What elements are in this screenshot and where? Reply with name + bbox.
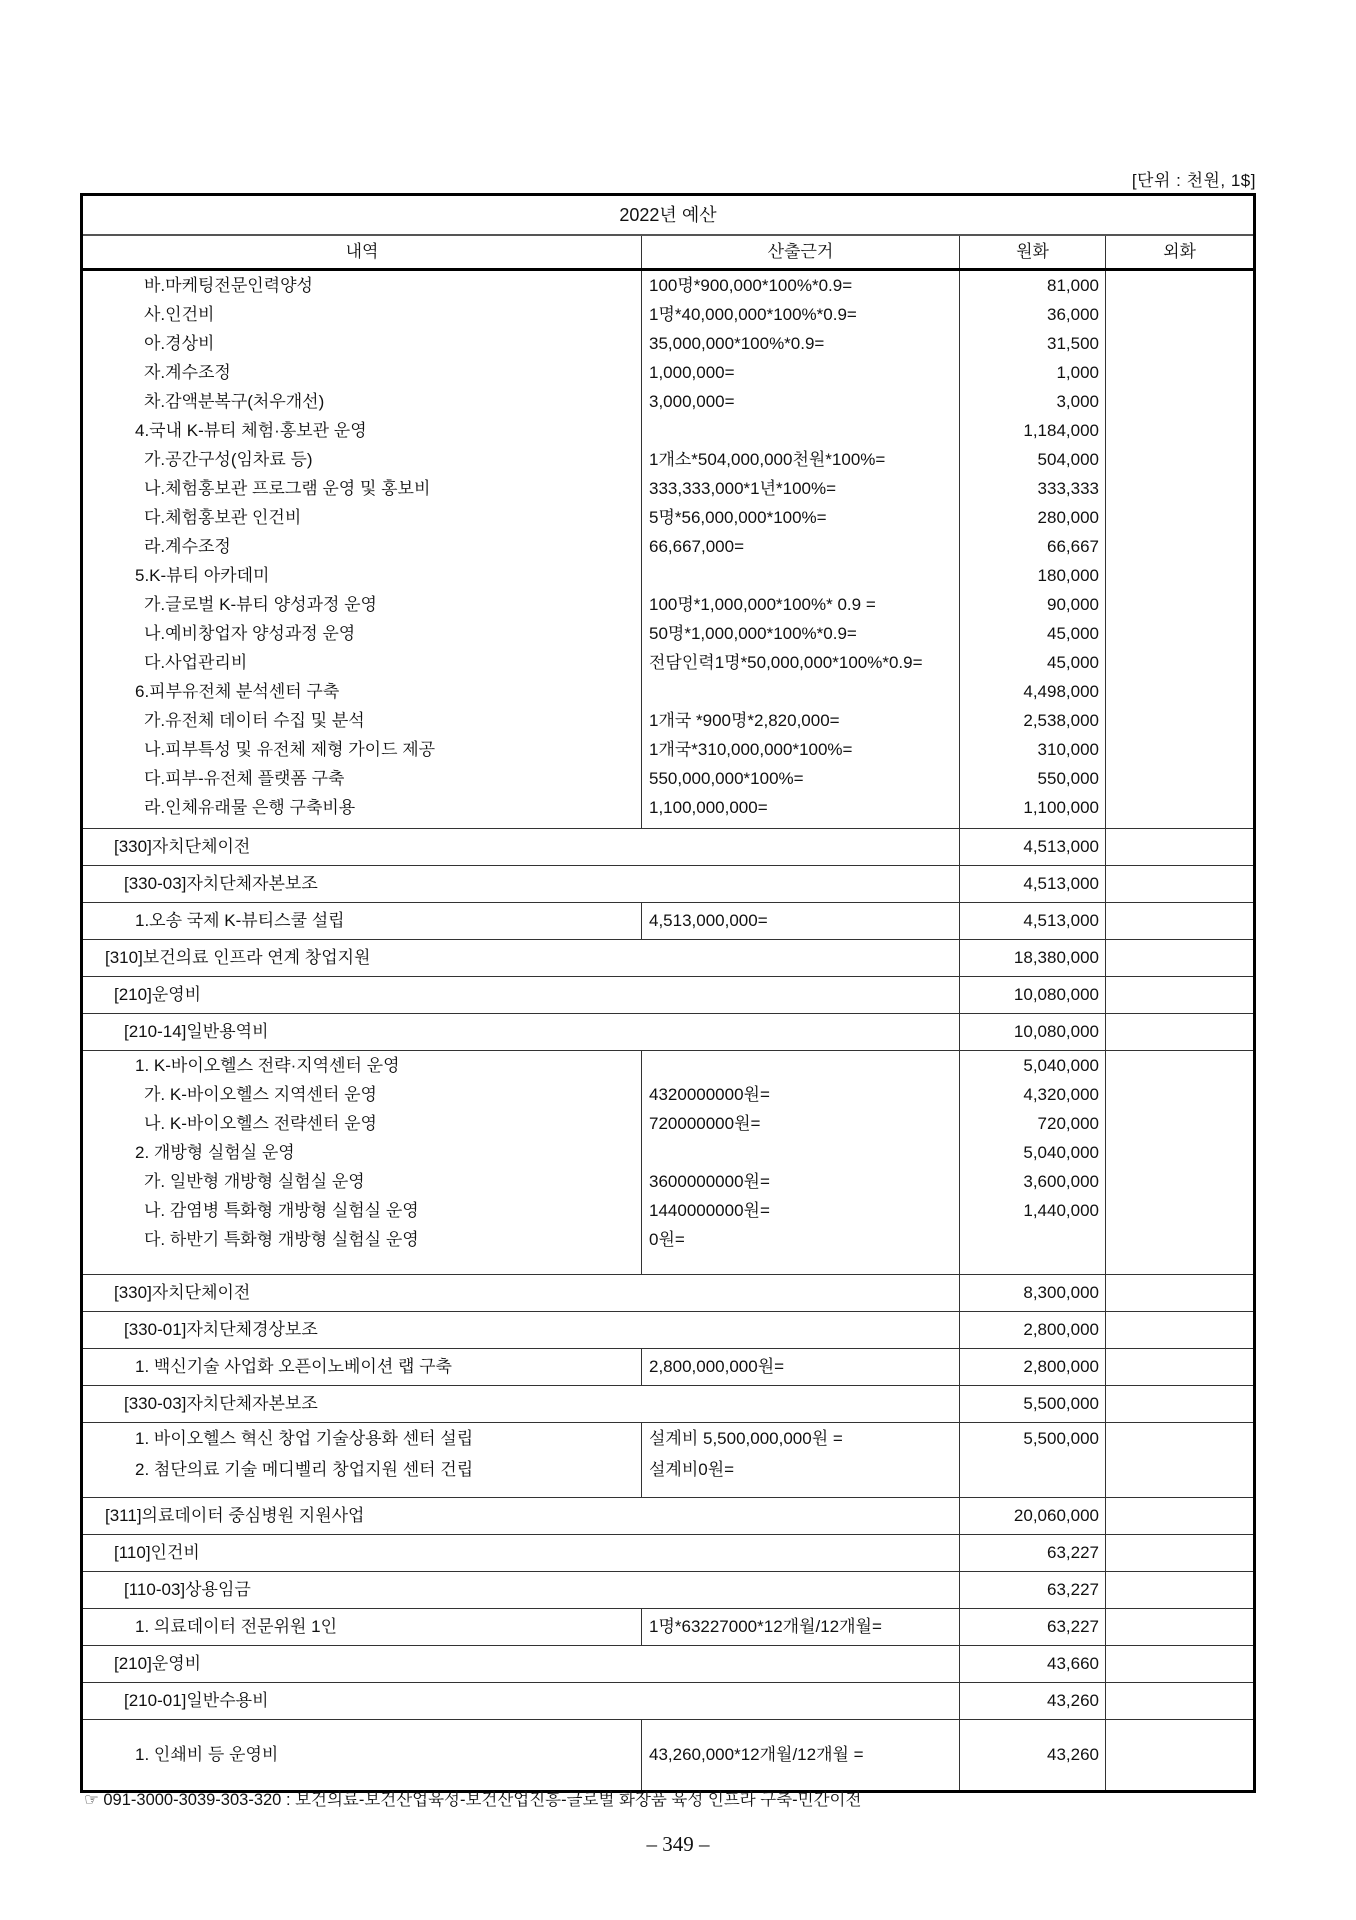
table-header-row	[83, 236, 1253, 271]
detail-row-group	[83, 1608, 1253, 1645]
foreign-amount-cell	[1105, 1454, 1253, 1485]
won-amount-cell: 333,333	[959, 474, 1105, 503]
calc-basis-cell: 1개소*504,000,000천원*100%=	[641, 445, 959, 474]
section-row-group	[83, 1274, 1253, 1311]
item-label-cell: 2. 개방형 실험실 운영	[135, 1143, 295, 1162]
won-amount-cell: 504,000	[959, 445, 1105, 474]
item-label-cell: 사.인건비	[144, 305, 215, 324]
block-filler	[83, 1485, 1253, 1497]
table-title: 2022년 예산	[83, 196, 1253, 236]
won-amount-cell: 180,000	[959, 561, 1105, 590]
foreign-amount-cell	[1105, 590, 1253, 619]
table-row	[83, 1535, 1253, 1571]
detail-row-group	[83, 271, 1253, 828]
won-amount-cell: 90,000	[959, 590, 1105, 619]
foreign-amount-cell	[1105, 1275, 1253, 1311]
unit-label: [단위 : 천원, 1$]	[1131, 171, 1256, 190]
foreign-amount-cell	[1105, 1423, 1253, 1454]
budget-table	[80, 193, 1256, 1793]
detail-row-group	[83, 902, 1253, 939]
table-row	[83, 1014, 1253, 1050]
won-amount-cell: 280,000	[959, 503, 1105, 532]
item-label-cell: 아.경상비	[144, 334, 215, 353]
foreign-amount-cell	[1105, 1080, 1253, 1109]
item-label-cell: 다.체험홍보관 인건비	[144, 508, 302, 527]
filler-cell	[83, 822, 641, 828]
foreign-amount-cell	[1105, 1051, 1253, 1080]
foreign-amount-cell	[1105, 677, 1253, 706]
filler-cell	[83, 1254, 641, 1274]
foreign-amount-cell	[1105, 503, 1253, 532]
calc-basis-cell	[641, 561, 959, 590]
table-row	[83, 590, 1253, 619]
section-row-group	[83, 1385, 1253, 1422]
item-label-cell: [311]의료데이터 중심병원 지원사업	[105, 1506, 365, 1525]
won-amount-cell: 2,800,000	[959, 1312, 1105, 1348]
won-amount-cell: 4,513,000	[959, 829, 1105, 865]
calc-basis-cell: 설계비 5,500,000,000원 =	[641, 1423, 959, 1454]
foreign-amount-cell	[1105, 1572, 1253, 1608]
won-amount-cell: 1,184,000	[959, 416, 1105, 445]
item-label-cell: 나. 감염병 특화형 개방형 실험실 운영	[144, 1201, 419, 1220]
won-amount-cell	[959, 1225, 1105, 1254]
calc-basis-cell: 1440000000원=	[641, 1196, 959, 1225]
item-label-cell: 2. 첨단의료 기술 메디벨리 창업지원 센터 건립	[135, 1460, 474, 1479]
section-row-group	[83, 865, 1253, 902]
foreign-amount-cell	[1105, 1646, 1253, 1682]
section-row-group	[83, 1534, 1253, 1571]
section-row-group	[83, 1571, 1253, 1608]
item-label-cell: 가.공간구성(임차료 등)	[144, 450, 313, 469]
won-amount-cell: 5,500,000	[959, 1386, 1105, 1422]
column-header-detail: 내역	[345, 242, 379, 261]
item-label-cell: 라.계수조정	[144, 537, 231, 556]
won-amount-cell: 2,800,000	[959, 1349, 1105, 1385]
item-label-cell: 가.유전체 데이터 수집 및 분석	[144, 711, 365, 730]
table-row	[83, 474, 1253, 503]
table-row	[83, 1646, 1253, 1682]
item-label-cell: 1.오송 국제 K-뷰티스쿨 설립	[135, 911, 345, 930]
item-label-cell: [210]운영비	[114, 1654, 202, 1673]
table-row	[83, 940, 1253, 976]
item-label-cell: [330-03]자치단체자본보조	[124, 1394, 318, 1413]
section-row-group	[83, 976, 1253, 1013]
calc-basis-cell: 35,000,000*100%*0.9=	[641, 329, 959, 358]
item-label-cell: 가. K-바이오헬스 지역센터 운영	[144, 1085, 377, 1104]
foreign-amount-cell	[1105, 445, 1253, 474]
table-row	[83, 764, 1253, 793]
foreign-amount-cell	[1105, 387, 1253, 416]
table-row	[83, 735, 1253, 764]
calc-basis-cell: 66,667,000=	[641, 532, 959, 561]
table-row	[83, 619, 1253, 648]
won-amount-cell: 5,040,000	[959, 1051, 1105, 1080]
calc-basis-cell: 2,800,000,000원=	[641, 1349, 959, 1385]
won-amount-cell: 1,440,000	[959, 1196, 1105, 1225]
item-label-cell: 자.계수조정	[144, 363, 231, 382]
calc-basis-cell: 4,513,000,000=	[641, 903, 959, 939]
table-row	[83, 329, 1253, 358]
won-amount-cell: 81,000	[959, 271, 1105, 300]
calc-basis-cell: 1개국 *900명*2,820,000=	[641, 706, 959, 735]
won-amount-cell: 66,667	[959, 532, 1105, 561]
won-amount-cell: 310,000	[959, 735, 1105, 764]
foreign-amount-cell	[1105, 1349, 1253, 1385]
table-row	[83, 1109, 1253, 1138]
filler-cell	[641, 822, 959, 828]
won-amount-cell: 18,380,000	[959, 940, 1105, 976]
calc-basis-cell	[641, 1138, 959, 1167]
item-label-cell: 다.사업관리비	[144, 653, 248, 672]
section-row-group	[83, 828, 1253, 865]
item-label-cell: 라.인체유래물 은행 구축비용	[144, 798, 356, 817]
table-row	[83, 1196, 1253, 1225]
table-row	[83, 445, 1253, 474]
calc-basis-cell: 1개국*310,000,000*100%=	[641, 735, 959, 764]
calc-basis-cell	[641, 416, 959, 445]
item-label-cell: [110-03]상용임금	[124, 1580, 251, 1599]
table-row	[83, 416, 1253, 445]
calc-basis-cell: 1,000,000=	[641, 358, 959, 387]
column-header-won: 원화	[959, 236, 1105, 268]
table-row	[83, 1572, 1253, 1608]
foreign-amount-cell	[1105, 866, 1253, 902]
item-label-cell: 가. 일반형 개방형 실험실 운영	[144, 1172, 365, 1191]
column-header-foreign: 외화	[1105, 236, 1253, 268]
foreign-amount-cell	[1105, 1720, 1253, 1790]
table-row	[83, 648, 1253, 677]
table-row	[83, 1454, 1253, 1485]
table-row	[83, 1080, 1253, 1109]
won-amount-cell: 45,000	[959, 648, 1105, 677]
foreign-amount-cell	[1105, 764, 1253, 793]
section-row-group	[83, 1645, 1253, 1682]
won-amount-cell	[959, 1454, 1105, 1485]
foreign-amount-cell	[1105, 561, 1253, 590]
table-row	[83, 300, 1253, 329]
table-row	[83, 387, 1253, 416]
item-label-cell: 1. 바이오헬스 혁신 창업 기술상용화 센터 설립	[135, 1429, 474, 1448]
filler-cell	[959, 1485, 1105, 1497]
calc-basis-cell: 720000000원=	[641, 1109, 959, 1138]
won-amount-cell: 43,660	[959, 1646, 1105, 1682]
filler-cell	[1105, 822, 1253, 828]
foreign-amount-cell	[1105, 648, 1253, 677]
won-amount-cell: 20,060,000	[959, 1498, 1105, 1534]
item-label-cell: [330-03]자치단체자본보조	[124, 874, 318, 893]
won-amount-cell: 1,100,000	[959, 793, 1105, 822]
won-amount-cell: 3,600,000	[959, 1167, 1105, 1196]
item-label-cell: 5.K-뷰티 아카데미	[135, 566, 270, 585]
calc-basis-cell: 3,000,000=	[641, 387, 959, 416]
item-label-cell: 나.피부특성 및 유전체 제형 가이드 제공	[144, 740, 436, 759]
item-label-cell: 나.체험홍보관 프로그램 운영 및 홍보비	[144, 479, 431, 498]
filler-cell	[83, 1485, 641, 1497]
won-amount-cell: 5,500,000	[959, 1423, 1105, 1454]
won-amount-cell: 45,000	[959, 619, 1105, 648]
filler-cell	[959, 1254, 1105, 1274]
column-header-basis: 산출근거	[641, 236, 959, 268]
won-amount-cell: 4,513,000	[959, 903, 1105, 939]
foreign-amount-cell	[1105, 271, 1253, 300]
foreign-amount-cell	[1105, 416, 1253, 445]
calc-basis-cell: 333,333,000*1년*100%=	[641, 474, 959, 503]
foreign-amount-cell	[1105, 1225, 1253, 1254]
table-row	[83, 1683, 1253, 1719]
calc-basis-cell: 전담인력1명*50,000,000*100%*0.9=	[641, 648, 959, 677]
foreign-amount-cell	[1105, 1535, 1253, 1571]
foreign-amount-cell	[1105, 532, 1253, 561]
foreign-amount-cell	[1105, 1609, 1253, 1645]
foreign-amount-cell	[1105, 474, 1253, 503]
item-label-cell: [330]자치단체이전	[114, 1283, 251, 1302]
item-label-cell: 다.피부-유전체 플랫폼 구축	[144, 769, 345, 788]
item-label-cell: 1. 백신기술 사업화 오픈이노베이션 랩 구축	[135, 1357, 452, 1376]
table-row	[83, 358, 1253, 387]
calc-basis-cell: 100명*900,000*100%*0.9=	[641, 271, 959, 300]
block-filler	[83, 822, 1253, 828]
page-number: – 349 –	[646, 1832, 710, 1856]
item-label-cell: 1. 의료데이터 전문위원 1인	[135, 1617, 338, 1636]
table-row	[83, 793, 1253, 822]
filler-cell	[1105, 1254, 1253, 1274]
item-label-cell: 1. 인쇄비 등 운영비	[135, 1745, 279, 1764]
calc-basis-cell: 1명*63227000*12개월/12개월=	[641, 1609, 959, 1645]
table-row	[83, 1720, 1253, 1790]
item-label-cell: [210-14]일반용역비	[124, 1022, 269, 1041]
foreign-amount-cell	[1105, 903, 1253, 939]
foreign-amount-cell	[1105, 300, 1253, 329]
won-amount-cell: 43,260	[959, 1720, 1105, 1790]
table-row	[83, 271, 1253, 300]
won-amount-cell: 63,227	[959, 1609, 1105, 1645]
detail-row-group	[83, 1050, 1253, 1274]
table-row	[83, 561, 1253, 590]
table-row	[83, 1312, 1253, 1348]
section-row-group	[83, 1497, 1253, 1534]
foreign-amount-cell	[1105, 1167, 1253, 1196]
won-amount-cell: 550,000	[959, 764, 1105, 793]
foreign-amount-cell	[1105, 1014, 1253, 1050]
detail-row-group	[83, 1348, 1253, 1385]
detail-row-group	[83, 1422, 1253, 1497]
foreign-amount-cell	[1105, 977, 1253, 1013]
foreign-amount-cell	[1105, 706, 1253, 735]
foreign-amount-cell	[1105, 1498, 1253, 1534]
foreign-amount-cell	[1105, 329, 1253, 358]
item-label-cell: [310]보건의료 인프라 연계 창업지원	[105, 948, 371, 967]
won-amount-cell: 36,000	[959, 300, 1105, 329]
foreign-amount-cell	[1105, 735, 1253, 764]
calc-basis-cell: 1명*40,000,000*100%*0.9=	[641, 300, 959, 329]
table-row	[83, 903, 1253, 939]
won-amount-cell: 31,500	[959, 329, 1105, 358]
calc-basis-cell	[641, 1051, 959, 1080]
foreign-amount-cell	[1105, 1196, 1253, 1225]
foreign-amount-cell	[1105, 1109, 1253, 1138]
item-label-cell: 가.글로벌 K-뷰티 양성과정 운영	[144, 595, 377, 614]
won-amount-cell: 4,320,000	[959, 1080, 1105, 1109]
calc-basis-cell: 1,100,000,000=	[641, 793, 959, 822]
section-row-group	[83, 939, 1253, 976]
foreign-amount-cell	[1105, 619, 1253, 648]
calc-basis-cell: 3600000000원=	[641, 1167, 959, 1196]
table-row	[83, 1423, 1253, 1454]
table-row	[83, 706, 1253, 735]
item-label-cell: 다. 하반기 특화형 개방형 실험실 운영	[144, 1230, 419, 1249]
foreign-amount-cell	[1105, 1138, 1253, 1167]
foreign-amount-cell	[1105, 358, 1253, 387]
won-amount-cell: 5,040,000	[959, 1138, 1105, 1167]
calc-basis-cell: 100명*1,000,000*100%* 0.9 =	[641, 590, 959, 619]
foreign-amount-cell	[1105, 1386, 1253, 1422]
won-amount-cell: 2,538,000	[959, 706, 1105, 735]
won-amount-cell: 63,227	[959, 1535, 1105, 1571]
foreign-amount-cell	[1105, 829, 1253, 865]
won-amount-cell: 10,080,000	[959, 1014, 1105, 1050]
table-row	[83, 1225, 1253, 1254]
item-label-cell: [210-01]일반수용비	[124, 1691, 269, 1710]
won-amount-cell: 4,513,000	[959, 866, 1105, 902]
section-row-group	[83, 1013, 1253, 1050]
item-label-cell: 4.국내 K-뷰티 체험·홍보관 운영	[135, 421, 367, 440]
table-row	[83, 1349, 1253, 1385]
calc-basis-cell: 설계비0원=	[641, 1454, 959, 1485]
block-filler	[83, 1254, 1253, 1274]
calc-basis-cell: 50명*1,000,000*100%*0.9=	[641, 619, 959, 648]
filler-cell	[641, 1485, 959, 1497]
table-row	[83, 1609, 1253, 1645]
item-label-cell: 6.피부유전체 분석센터 구축	[135, 682, 340, 701]
table-row	[83, 866, 1253, 902]
calc-basis-cell: 43,260,000*12개월/12개월 =	[641, 1720, 959, 1790]
table-row	[83, 977, 1253, 1013]
item-label-cell: 나. K-바이오헬스 전략센터 운영	[144, 1114, 377, 1133]
table-row	[83, 829, 1253, 865]
table-row	[83, 1386, 1253, 1422]
won-amount-cell: 63,227	[959, 1572, 1105, 1608]
item-label-cell: 나.예비창업자 양성과정 운영	[144, 624, 356, 643]
section-row-group	[83, 1311, 1253, 1348]
table-row	[83, 1275, 1253, 1311]
table-row	[83, 677, 1253, 706]
calc-basis-cell: 4320000000원=	[641, 1080, 959, 1109]
won-amount-cell: 4,498,000	[959, 677, 1105, 706]
section-row-group	[83, 1682, 1253, 1719]
table-row	[83, 503, 1253, 532]
foreign-amount-cell	[1105, 793, 1253, 822]
filler-cell	[1105, 1485, 1253, 1497]
table-row	[83, 1498, 1253, 1534]
won-amount-cell: 43,260	[959, 1683, 1105, 1719]
detail-row-group	[83, 1719, 1253, 1790]
won-amount-cell: 10,080,000	[959, 977, 1105, 1013]
item-label-cell: 차.감액분복구(처우개선)	[144, 392, 325, 411]
calc-basis-cell: 5명*56,000,000*100%=	[641, 503, 959, 532]
filler-cell	[959, 822, 1105, 828]
item-label-cell: [110]인건비	[114, 1543, 200, 1562]
item-label-cell: [330]자치단체이전	[114, 837, 251, 856]
item-label-cell: 1. K-바이오헬스 전략·지역센터 운영	[135, 1056, 400, 1075]
won-amount-cell: 1,000	[959, 358, 1105, 387]
calc-basis-cell	[641, 677, 959, 706]
foreign-amount-cell	[1105, 1312, 1253, 1348]
calc-basis-cell: 0원=	[641, 1225, 959, 1254]
table-row	[83, 532, 1253, 561]
foreign-amount-cell	[1105, 940, 1253, 976]
item-label-cell: 바.마케팅전문인력양성	[144, 276, 313, 295]
table-body	[83, 271, 1253, 1790]
filler-cell	[641, 1254, 959, 1274]
foreign-amount-cell	[1105, 1683, 1253, 1719]
won-amount-cell: 8,300,000	[959, 1275, 1105, 1311]
item-label-cell: [330-01]자치단체경상보조	[124, 1320, 318, 1339]
item-label-cell: [210]운영비	[114, 985, 202, 1004]
table-row	[83, 1138, 1253, 1167]
table-row	[83, 1051, 1253, 1080]
won-amount-cell: 720,000	[959, 1109, 1105, 1138]
table-row	[83, 1167, 1253, 1196]
footer-note: ☞ 091-3000-3039-303-320 : 보건의료-보건산업육성-보건산업진흥-글로벌 화장품 육성 인프라 구축-민간이전	[84, 1791, 862, 1809]
won-amount-cell: 3,000	[959, 387, 1105, 416]
calc-basis-cell: 550,000,000*100%=	[641, 764, 959, 793]
